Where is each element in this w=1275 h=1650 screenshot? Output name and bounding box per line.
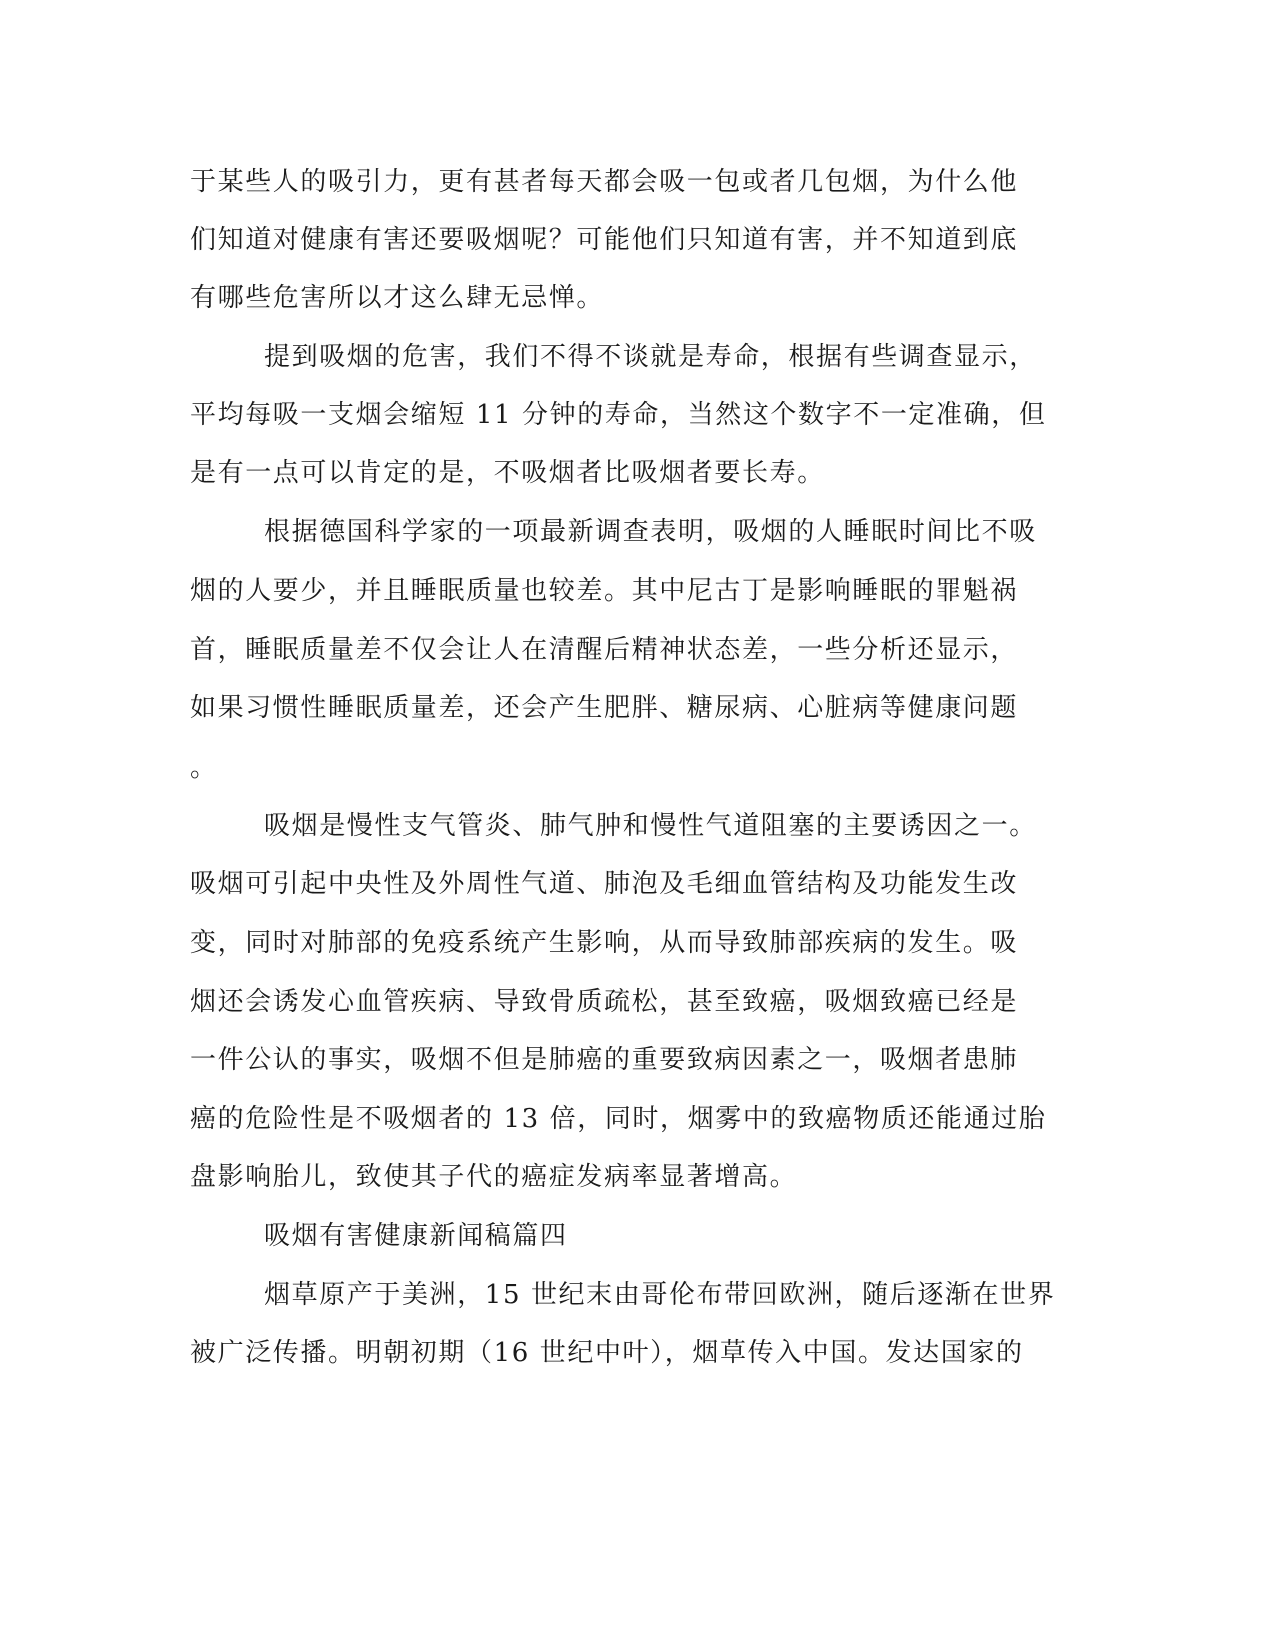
text-line: 烟还会诱发心血管疾病、导致骨质疏松，甚至致癌，吸烟致癌已经是 [190, 987, 1019, 1017]
text-line: 癌的危险性是不吸烟者的 13 倍，同时，烟雾中的致癌物质还能通过胎 [190, 1104, 1047, 1134]
text-line: 。 [190, 753, 218, 783]
text-line: 烟的人要少，并且睡眠质量也较差。其中尼古丁是影响睡眠的罪魁祸 [190, 576, 1019, 606]
paragraph-first-line: 根据德国科学家的一项最新调查表明，吸烟的人睡眠时间比不吸 [264, 517, 1037, 547]
text-line: 们知道对健康有害还要吸烟呢？可能他们只知道有害，并不知道到底 [190, 225, 1019, 255]
text-line: 有哪些危害所以才这么肆无忌惮。 [190, 283, 605, 313]
text-line: 平均每吸一支烟会缩短 11 分钟的寿命，当然这个数字不一定准确，但 [190, 400, 1047, 430]
text-line: 是有一点可以肯定的是，不吸烟者比吸烟者要长寿。 [190, 458, 825, 488]
text-line: 吸烟可引起中央性及外周性气道、肺泡及毛细血管结构及功能发生改 [190, 869, 1019, 899]
text-line: 盘影响胎儿，致使其子代的癌症发病率显著增高。 [190, 1162, 798, 1192]
paragraph-first-line: 提到吸烟的危害，我们不得不谈就是寿命，根据有些调查显示， [264, 342, 1037, 372]
text-line: 变，同时对肺部的免疫系统产生影响，从而导致肺部疾病的发生。吸 [190, 928, 1019, 958]
paragraph-first-line: 吸烟是慢性支气管炎、肺气肿和慢性气道阻塞的主要诱因之一。 [264, 811, 1037, 841]
text-line: 被广泛传播。明朝初期（16 世纪中叶），烟草传入中国。发达国家的 [190, 1338, 1024, 1368]
text-line: 如果习惯性睡眠质量差，还会产生肥胖、糖尿病、心脏病等健康问题 [190, 693, 1019, 723]
section-heading: 吸烟有害健康新闻稿篇四 [264, 1221, 568, 1251]
text-line: 一件公认的事实，吸烟不但是肺癌的重要致病因素之一，吸烟者患肺 [190, 1045, 1019, 1075]
text-line: 首，睡眠质量差不仅会让人在清醒后精神状态差，一些分析还显示， [190, 635, 1019, 665]
text-line: 于某些人的吸引力，更有甚者每天都会吸一包或者几包烟，为什么他 [190, 167, 1019, 197]
paragraph-first-line: 烟草原产于美洲，15 世纪末由哥伦布带回欧洲，随后逐渐在世界 [264, 1280, 1056, 1310]
